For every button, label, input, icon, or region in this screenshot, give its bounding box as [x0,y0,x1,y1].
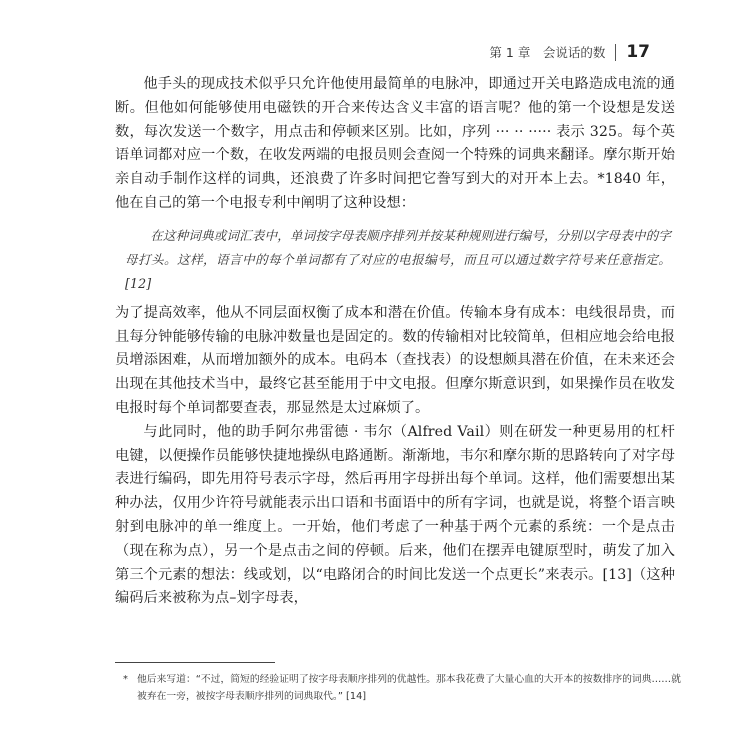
paragraph-3: 与此同时，他的助手阿尔弗雷德 · 韦尔（Alfred Vail）则在研发一种更易用的杠杆电键，以便操作员能够快捷地操纵电路通断。渐渐地，韦尔和摩尔斯的思路转向了对字母表进行编码，即先用符号表示字母，然后再用字母拼出每个单词。这样，他们需要想出某种办法，仅用少许符号就能表示出口语和书面语中的所有字词，也就是说，将整个语言映射到电脉冲的单一维度上。一开始，他们考虑了一种基于两个元素的系统：一个是点击（现在称为点），另一个是点击之间的停顿。后来，他们在摆弄电键原型时，萌发了加入第三个元素的想法：线或划，以“电路闭合的时间比发送一个点更长”来表示。[13]（这种编码后来被称为点–划字母表， [115,423,675,607]
footnote [115,671,687,705]
block-quote [115,224,675,296]
header-divider [615,44,616,61]
footnote-marker: * [123,674,128,685]
footnote-text: 他后来写道：“不过，简短的经验证明了按字母表顺序排列的优越性。那本我花费了大量心血的大开本的按数排序的词典……就被弃在一旁，被按字母表顺序排列的词典取代。” [14] [137,674,681,702]
page-number: 17 [626,42,650,62]
footnote-divider [115,662,275,663]
body-text [115,73,675,611]
block-quote-text: 在这种词典或词汇表中，单词按字母表顺序排列并按某种规则进行编号，分别以字母表中的字母打头。这样，语言中的每个单词都有了对应的电报编号，而且可以通过数字符号来任意指定。[12] [125,227,671,291]
running-header [489,42,650,62]
chapter-title: 第 1 章 会说话的数 [489,45,606,60]
paragraph-2: 为了提高效率，他从不同层面权衡了成本和潜在价值。传输本身有成本：电线很昂贵，而且每分钟能够传输的电脉冲数量也是固定的。数的传输相对比较简单，但相应地会给电报员增添困难，从而增加额外的成本。电码本（查找表）的设想颇具潜在价值，在未来还会出现在其他技术当中，最终它甚至能用于中文电报。但摩尔斯意识到，如果操作员在收发电报时每个单词都要查表，那显然是太过麻烦了。 [115,304,675,416]
paragraph-1: 他手头的现成技术似乎只允许他使用最简单的电脉冲，即通过开关电路造成电流的通断。但他如何能够使用电磁铁的开合来传达含义丰富的语言呢？他的第一个设想是发送数，每次发送一个数字，用点击和停顿来区别。比如，序列 ··· ·· ····· 表示 325。每个英语单词都对应一个数，在收发两端的电报员则会查阅一个特殊的词典来翻译。摩尔斯开始亲自动手制作这样的词典，还浪费了许多时间把它誊写到大的对开本上去。*1840 年，他在自己的第一个电报专利中阐明了这种设想： [115,76,675,211]
